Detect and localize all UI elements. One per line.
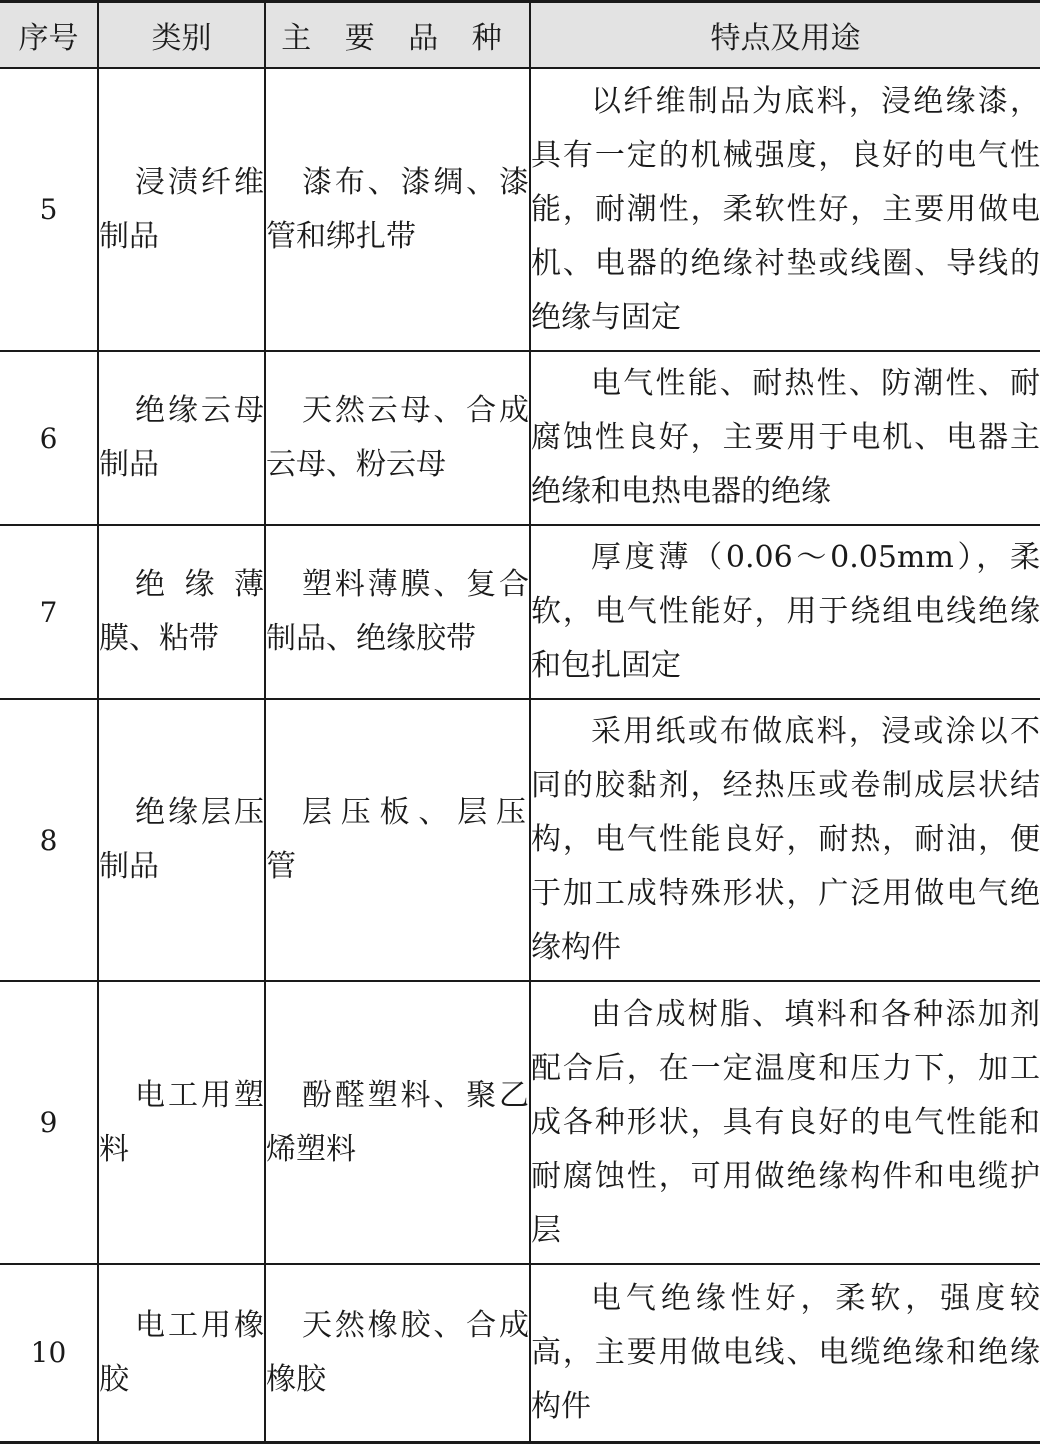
row-varieties xyxy=(265,525,530,699)
row-category-text: 浸渍纤维制品 xyxy=(99,164,264,254)
header-index: 序号 xyxy=(0,2,98,69)
row-category-text: 绝缘薄膜、粘带 xyxy=(99,567,264,656)
row-varieties xyxy=(265,351,530,525)
row-varieties xyxy=(265,699,530,981)
row-features-text: 厚度薄（0.06～0.05mm），柔软，电气性能好，用于绕组电线绝缘和包扎固定 xyxy=(531,540,1040,683)
row-index: 7 xyxy=(0,525,98,699)
row-features xyxy=(530,68,1040,351)
row-varieties-text: 漆布、漆绸、漆管和绑扎带 xyxy=(266,164,529,254)
table-row xyxy=(0,351,1040,525)
row-category-text: 绝缘云母制品 xyxy=(99,393,264,482)
row-features xyxy=(530,1264,1040,1442)
row-category xyxy=(98,1264,265,1442)
row-category xyxy=(98,68,265,351)
row-features xyxy=(530,525,1040,699)
row-category xyxy=(98,981,265,1264)
row-varieties-text: 塑料薄膜、复合制品、绝缘胶带 xyxy=(266,567,529,656)
row-features xyxy=(530,351,1040,525)
table-row xyxy=(0,699,1040,981)
row-features-text: 由合成树脂、填料和各种添加剂配合后，在一定温度和压力下，加工成各种形状，具有良好的电气性能和耐腐蚀性，可用做绝缘构件和电缆护层 xyxy=(531,996,1040,1248)
row-varieties-text: 天然云母、合成云母、粉云母 xyxy=(266,393,529,482)
row-features-text: 以纤维制品为底料，浸绝缘漆，具有一定的机械强度，良好的电气性能，耐潮性，柔软性好，主要用做电机、电器的绝缘衬垫或线圈、导线的绝缘与固定 xyxy=(531,83,1040,335)
row-varieties-text: 层压板、层压管 xyxy=(266,795,529,884)
header-features: 特点及用途 xyxy=(530,2,1040,69)
header-varieties: 主 要 品 种 xyxy=(265,2,530,69)
header-category: 类别 xyxy=(98,2,265,69)
row-features xyxy=(530,981,1040,1264)
row-features-text: 电气性能、耐热性、防潮性、耐腐蚀性良好，主要用于电机、电器主绝缘和电热电器的绝缘 xyxy=(531,366,1040,509)
table-row xyxy=(0,68,1040,351)
row-features-text: 电气绝缘性好，柔软，强度较高，主要用做电线、电缆绝缘和绝缘构件 xyxy=(531,1280,1040,1424)
table-row xyxy=(0,525,1040,699)
table-row xyxy=(0,981,1040,1264)
row-varieties-text: 酚醛塑料、聚乙烯塑料 xyxy=(266,1077,529,1167)
row-varieties-text: 天然橡胶、合成橡胶 xyxy=(266,1307,529,1397)
row-index: 5 xyxy=(0,68,98,351)
row-features-text: 采用纸或布做底料，浸或涂以不同的胶黏剂，经热压或卷制成层状结构，电气性能良好，耐热，耐油，便于加工成特殊形状，广泛用做电气绝缘构件 xyxy=(531,714,1040,965)
table-row xyxy=(0,1264,1040,1442)
row-category xyxy=(98,351,265,525)
row-varieties xyxy=(265,981,530,1264)
row-category-text: 电工用橡胶 xyxy=(99,1307,264,1397)
row-index: 10 xyxy=(0,1264,98,1442)
header-row xyxy=(0,2,1040,69)
row-category-text: 电工用塑料 xyxy=(99,1077,264,1167)
row-index: 8 xyxy=(0,699,98,981)
row-category xyxy=(98,699,265,981)
row-category-text: 绝缘层压制品 xyxy=(99,795,264,884)
row-index: 6 xyxy=(0,351,98,525)
row-varieties xyxy=(265,1264,530,1442)
row-index: 9 xyxy=(0,981,98,1264)
row-category xyxy=(98,525,265,699)
row-features xyxy=(530,699,1040,981)
row-varieties xyxy=(265,68,530,351)
